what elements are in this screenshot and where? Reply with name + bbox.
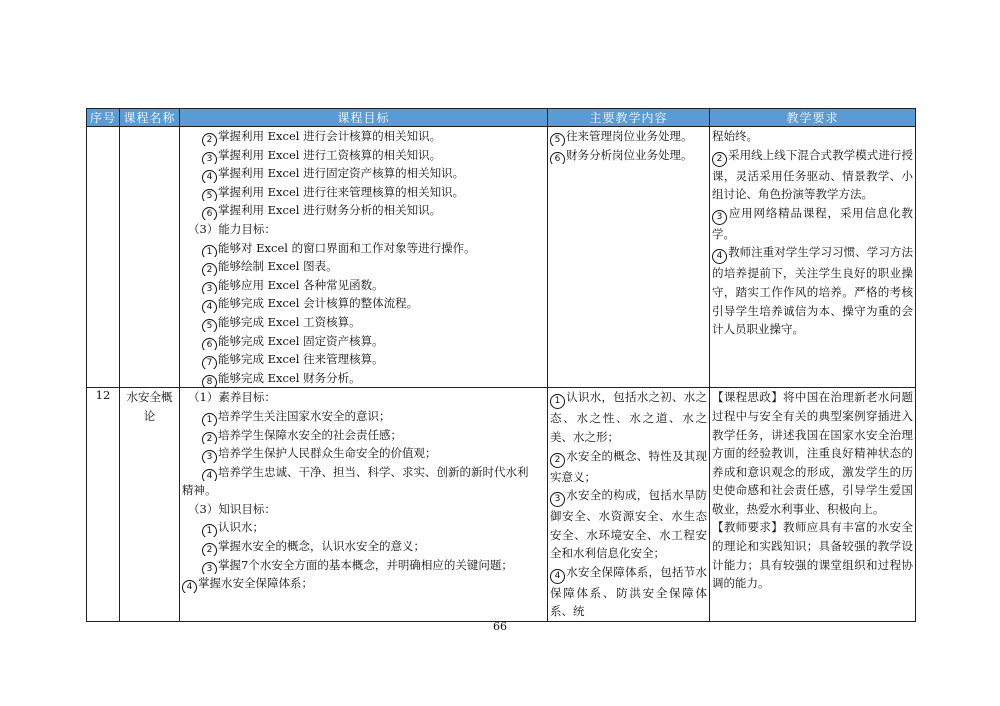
circled-number: 4 bbox=[202, 170, 217, 183]
item-text: 掌握利用 Excel 进行会计核算的相关知识。 bbox=[218, 129, 442, 143]
req-paragraph: 【课程思政】将中国在治理新老水问题过程中与安全有关的典型案例穿插进入教学任务，讲述我国在国家水安全治理方面的经验教训，注重良好精神状态的养成和意识观念的形成，激发学生的历史使命感和社会责任感，引导学生爱国敬业，热爱水利事业、积极向上。 bbox=[712, 390, 913, 516]
req-text: 教师注重对学生学习习惯、学习方法的培养提前下，关注学生良好的职业操守，踏实工作作风的培养。严格的考核引导学生培养诚信为本、操守为重的会计人员职业操守。 bbox=[712, 245, 913, 337]
circled-number: 6 bbox=[202, 207, 217, 220]
list-item bbox=[182, 556, 545, 575]
list-item bbox=[182, 369, 545, 388]
list-item bbox=[182, 164, 545, 183]
item-text: 培养学生关注国家水安全的意识； bbox=[218, 408, 391, 423]
item-text: 培养学生忠诚、干净、担当、科学、求实、创新的新时代水利 bbox=[218, 464, 529, 479]
list-item bbox=[182, 444, 545, 463]
row2-content-cell bbox=[548, 388, 710, 622]
knowledge-title: （3）知识目标： bbox=[188, 501, 276, 516]
item-text: 能够对 Excel 的窗口界面和工作对象等进行操作。 bbox=[218, 240, 476, 255]
course-name-text: 水安全概论 bbox=[126, 390, 173, 424]
list-item bbox=[182, 313, 545, 332]
row1-knowledge-list bbox=[182, 127, 545, 220]
content-text: 水安全保障体系，包括节水保障体系、防洪安全保障体系、统 bbox=[550, 564, 707, 619]
list-item bbox=[182, 276, 545, 295]
circled-number: 1 bbox=[202, 524, 217, 537]
list-item bbox=[550, 146, 707, 165]
item-text: 掌握利用 Excel 进行财务分析的相关知识。 bbox=[218, 203, 442, 218]
req-text: 应用网络精品课程，采用信息化教学。 bbox=[712, 205, 913, 241]
req-paragraph bbox=[712, 204, 913, 244]
row1-num bbox=[87, 127, 120, 388]
row1-req-cell bbox=[710, 127, 916, 388]
circled-number: 4 bbox=[712, 249, 727, 264]
circled-number: 5 bbox=[550, 133, 565, 146]
req-text: 采用线上线下混合式教学模式进行授课，灵活采用任务驱动、情景教学、小组讨论、角色扮演等教学方法。 bbox=[712, 147, 913, 202]
quality-title: （1）素养目标： bbox=[188, 390, 276, 405]
circled-number: 2 bbox=[202, 263, 217, 276]
circled-number: 4 bbox=[202, 300, 217, 313]
circled-number: 1 bbox=[202, 245, 217, 258]
circled-number: 8 bbox=[202, 375, 217, 388]
row1-goal-cell bbox=[180, 127, 548, 388]
circled-number: 2 bbox=[202, 133, 217, 146]
circled-number: 4 bbox=[182, 580, 197, 593]
row1-ability-list bbox=[182, 239, 545, 388]
list-item bbox=[182, 407, 545, 426]
ability-title: （3）能力目标： bbox=[188, 221, 276, 236]
row2-req-cell bbox=[710, 388, 916, 622]
row2-course-name bbox=[120, 388, 180, 622]
row2-num: 12 bbox=[87, 388, 120, 622]
item-text: 掌握利用 Excel 进行往来管理核算的相关知识。 bbox=[218, 184, 465, 199]
item-text: 往来管理岗位业务处理。 bbox=[566, 129, 693, 143]
list-item bbox=[182, 537, 545, 556]
row2-goal-cell bbox=[180, 388, 548, 622]
circled-number: 5 bbox=[202, 319, 217, 332]
quality-tail: 精神。 bbox=[182, 483, 217, 498]
circled-number: 7 bbox=[202, 356, 217, 369]
circled-number: 2 bbox=[202, 432, 217, 445]
list-item bbox=[182, 350, 545, 369]
list-item bbox=[182, 146, 545, 165]
circled-number: 1 bbox=[202, 413, 217, 426]
content-text: 认识水，包括水之初、水之态、水之性、水之道、水之美、水之形； bbox=[550, 390, 707, 444]
header-name: 课程名称 bbox=[120, 109, 180, 127]
req-paragraph: 【教师要求】教师应具有丰富的水安全的理论和实践知识；具备较强的教学设计能力；具有较强的课堂组织和过程协调的能力。 bbox=[712, 520, 913, 591]
circled-number: 3 bbox=[202, 562, 217, 575]
circled-number: 3 bbox=[202, 282, 217, 295]
item-text: 能够完成 Excel 往来管理核算。 bbox=[218, 352, 384, 367]
circled-number: 2 bbox=[202, 543, 217, 556]
item-text: 能够完成 Excel 会计核算的整体流程。 bbox=[218, 296, 419, 311]
circled-number: 3 bbox=[550, 492, 565, 507]
page-number: 66 bbox=[493, 620, 507, 633]
item-text: 能够完成 Excel 固定资产核算。 bbox=[218, 333, 384, 348]
list-item bbox=[182, 183, 545, 202]
header-content: 主要教学内容 bbox=[548, 109, 710, 127]
req-paragraph bbox=[712, 243, 913, 338]
list-item bbox=[182, 257, 545, 276]
header-row bbox=[87, 109, 916, 127]
item-text: 掌握水安全的概念，认识水安全的意义； bbox=[218, 539, 425, 554]
header-goal: 课程目标 bbox=[180, 109, 548, 127]
table-row bbox=[87, 127, 916, 388]
list-item bbox=[182, 463, 545, 482]
row1-content-cell bbox=[548, 127, 710, 388]
item-text: 掌握利用 Excel 进行工资核算的相关知识。 bbox=[218, 147, 442, 162]
list-item bbox=[182, 201, 545, 220]
content-text: 水安全的构成，包括水旱防御安全、水资源安全、水生态安全、水环境安全、水工程安全和水利信息化安全； bbox=[550, 488, 707, 561]
circled-number: 5 bbox=[202, 189, 217, 202]
req-paragraph bbox=[712, 146, 913, 204]
item-text: 财务分析岗位业务处理。 bbox=[566, 147, 693, 162]
header-req: 教学要求 bbox=[710, 109, 916, 127]
circled-number: 3 bbox=[712, 210, 727, 225]
course-table bbox=[86, 108, 916, 622]
circled-number: 3 bbox=[202, 152, 217, 165]
item-text: 培养学生保障水安全的社会责任感； bbox=[218, 427, 402, 442]
item-text: 能够完成 Excel 财务分析。 bbox=[218, 370, 361, 385]
item-text: 掌握7个水安全方面的基本概念，并明确相应的关键问题； bbox=[218, 557, 513, 572]
circled-number: 2 bbox=[712, 152, 727, 167]
content-paragraph bbox=[550, 563, 707, 621]
circled-number: 6 bbox=[202, 338, 217, 351]
item-text: 认识水； bbox=[218, 520, 264, 535]
list-item bbox=[182, 239, 545, 258]
header-num: 序号 bbox=[87, 109, 120, 127]
circled-number: 4 bbox=[550, 569, 565, 584]
content-paragraph bbox=[550, 447, 707, 487]
item-text: 能够完成 Excel 工资核算。 bbox=[218, 314, 361, 329]
list-item bbox=[182, 332, 545, 351]
item-text: 掌握水安全保障体系； bbox=[198, 576, 313, 591]
list-item bbox=[182, 294, 545, 313]
list-item bbox=[182, 127, 545, 146]
circled-number: 4 bbox=[202, 469, 217, 482]
circled-number: 2 bbox=[550, 453, 565, 468]
list-item bbox=[182, 518, 545, 537]
table-row bbox=[87, 388, 916, 622]
content-paragraph bbox=[550, 486, 707, 563]
content-paragraph bbox=[550, 388, 707, 446]
list-item bbox=[182, 574, 545, 593]
list-item bbox=[182, 426, 545, 445]
circled-number: 3 bbox=[202, 450, 217, 463]
list-item bbox=[550, 127, 707, 146]
req-paragraph: 程始终。 bbox=[712, 129, 758, 143]
content-text: 水安全的概念、特性及其现实意义； bbox=[550, 448, 707, 484]
row1-name bbox=[120, 127, 180, 388]
item-text: 培养学生保护人民群众生命安全的价值观； bbox=[218, 446, 437, 461]
item-text: 能够应用 Excel 各种常见函数。 bbox=[218, 277, 384, 292]
item-text: 能够绘制 Excel 图表。 bbox=[218, 259, 338, 274]
circled-number: 6 bbox=[550, 152, 565, 165]
item-text: 掌握利用 Excel 进行固定资产核算的相关知识。 bbox=[218, 166, 465, 181]
circled-number: 1 bbox=[550, 394, 565, 409]
